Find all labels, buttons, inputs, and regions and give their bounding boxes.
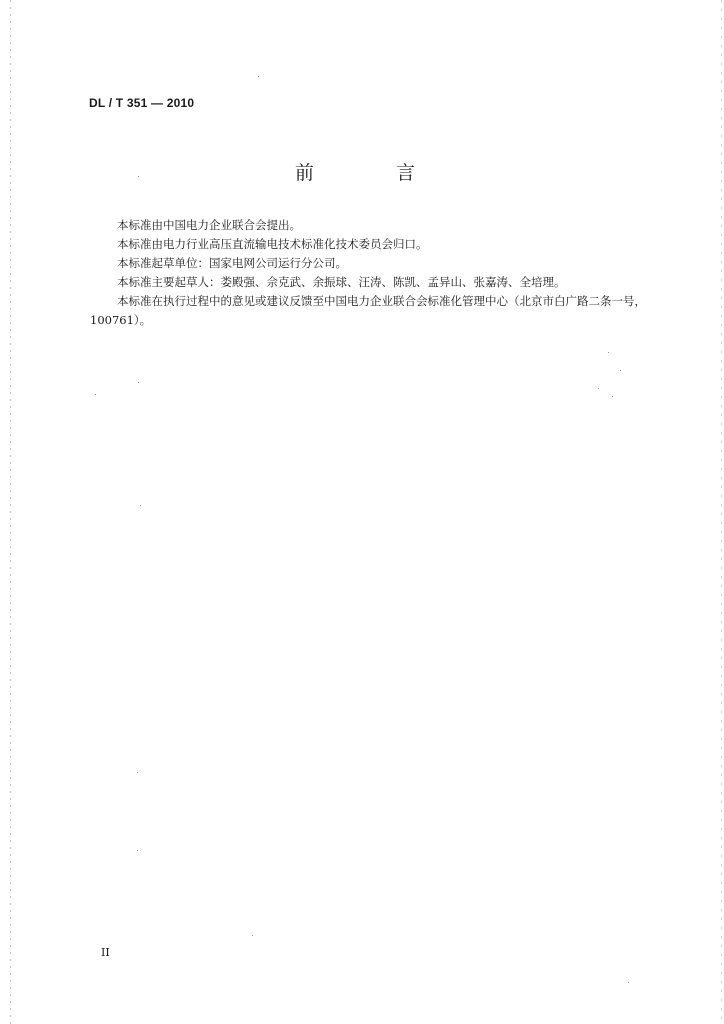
scan-speck [138, 382, 139, 383]
paragraph: 本标准由中国电力企业联合会提出。 [117, 218, 301, 232]
scan-speck [138, 176, 139, 177]
scan-speck [612, 396, 613, 397]
scan-speck [252, 935, 253, 936]
scan-speck [140, 505, 141, 506]
scan-edge-artifact-right [721, 0, 722, 1024]
scan-speck [137, 850, 138, 851]
standard-code: DL / T 351 — 2010 [89, 96, 195, 110]
paragraph: 本标准主要起草人：娄殿强、佘克武、余振球、汪涛、陈凯、孟异山、张嘉涛、全培理。 [117, 275, 566, 289]
foreword-body [90, 216, 670, 330]
scan-speck [137, 772, 138, 773]
scan-edge-artifact [10, 0, 11, 1024]
paragraph: 本标准起草单位：国家电网公司运行分公司。 [117, 256, 347, 270]
scan-speck [608, 352, 609, 353]
page-title: 前 言 [294, 162, 454, 184]
paragraph: 本标准由电力行业高压直流输电技术标准化技术委员会归口。 [117, 237, 428, 251]
scan-speck [620, 370, 621, 371]
scan-speck [258, 76, 259, 77]
scan-speck [95, 394, 96, 395]
scan-speck [598, 388, 599, 389]
scan-speck [628, 982, 629, 983]
paragraph: 本标准在执行过程中的意见或建议反馈至中国电力企业联合会标准化管理中心（北京市白广路二条一号，100761）。 [90, 294, 646, 327]
page-number: II [101, 946, 110, 959]
